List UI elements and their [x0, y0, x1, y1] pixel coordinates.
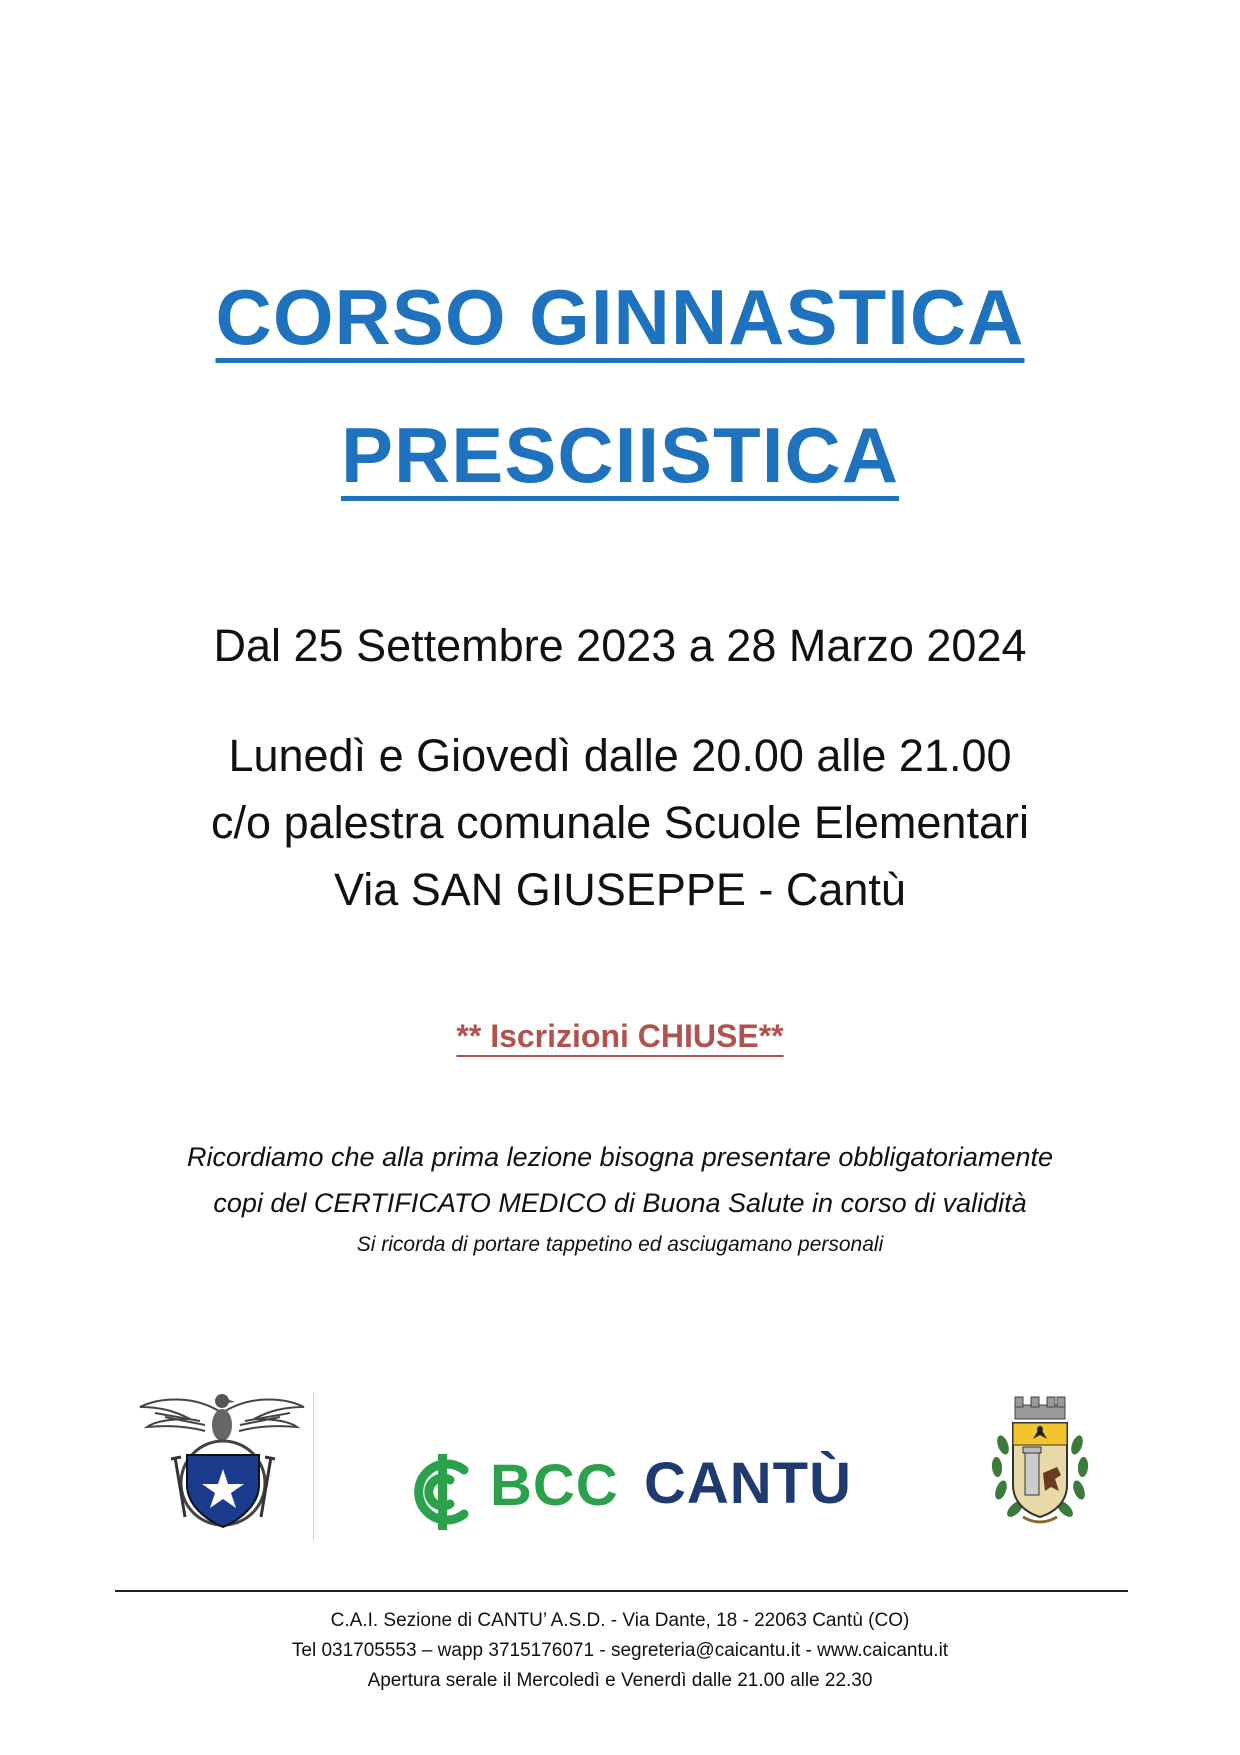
schedule-address: Via SAN GIUSEPPE - Cantù — [334, 864, 906, 915]
course-dates: Dal 25 Settembre 2023 a 28 Marzo 2024 — [213, 620, 1027, 671]
footer-contacts: Tel 031705553 – wapp 3715176071 - segreteria@caicantu.it - www.caicantu.it — [291, 1640, 949, 1661]
note-equipment: Si ricorda di portare tappetino ed asciugamano personali — [356, 1233, 884, 1256]
bcc-logo-icon — [402, 1452, 482, 1532]
cai-logo-divider — [313, 1392, 314, 1540]
bank-city-wordmark: CANTÙ — [644, 1451, 852, 1516]
footer-opening-hours: Apertura serale il Mercoledì e Venerdì dalle 21.00 alle 22.30 — [367, 1670, 873, 1691]
registration-status: ** Iscrizioni CHIUSE** — [456, 1018, 784, 1054]
footer-divider — [115, 1590, 1128, 1592]
footer-address: C.A.I. Sezione di CANTU’ A.S.D. - Via Dante, 18 - 22063 Cantù (CO) — [330, 1610, 910, 1631]
cantu-coat-of-arms-icon — [985, 1395, 1095, 1535]
title-line-2: PRESCIISTICA — [340, 411, 900, 499]
cai-eagle-shield-icon — [135, 1385, 310, 1530]
title-line-1: CORSO GINNASTICA — [215, 273, 1025, 361]
schedule-venue: c/o palestra comunale Scuole Elementari — [211, 797, 1029, 848]
note-medical-certificate-2: copi del CERTIFICATO MEDICO di Buona Salute in corso di validità — [213, 1188, 1027, 1218]
note-medical-certificate-1: Ricordiamo che alla prima lezione bisogna presentare obbligatoriamente — [187, 1142, 1053, 1172]
schedule-days-hours: Lunedì e Giovedì dalle 20.00 alle 21.00 — [228, 730, 1012, 781]
bcc-wordmark: BCC — [490, 1453, 619, 1518]
